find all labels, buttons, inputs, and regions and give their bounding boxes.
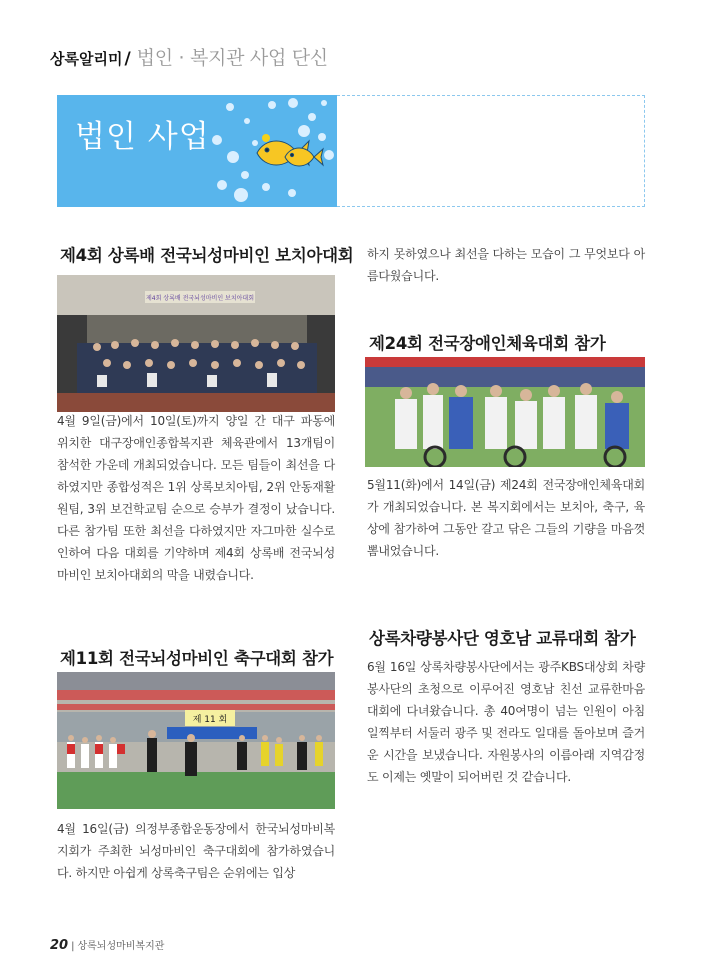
article-body-sports-festival: 5월11(화)에서 14일(금) 제24회 전국장애인체육대회가 개최되었습니다. 본 복지회에서는 보치아, 축구, 육상에 참가하여 그동안 갈고 닦은 그들의 기량을 마음껏 뽐내었습니다.	[367, 478, 645, 558]
article-title-sports-festival: 제24회 전국장애인체육대회 참가	[369, 334, 606, 353]
footer-org-name: 상록뇌성마비복지관	[77, 941, 165, 952]
page-footer	[50, 934, 164, 953]
fish-bubbles-illustration	[57, 95, 337, 207]
photo-sports-team	[365, 357, 645, 467]
banner-dashed-frame	[337, 95, 645, 207]
footer-separator: |	[71, 941, 75, 952]
page-header	[50, 43, 650, 73]
article-body-soccer: 4월 16일(금) 의정부종합운동장에서 한국뇌성마비복지회가 주최한 뇌성마비인 축구대회에 참가하였습니다. 하지만 아쉽게 상록축구팀은 순위에는 입상	[57, 822, 335, 880]
article-body-boccia: 4월 9일(금)에서 10일(토)까지 양일 간 대구 파동에 위치한 대구장애인종합복지관 체육관에서 13개팀이 참석한 가운데 개최되었습니다. 모든 팀들이 최선을 다하였지만 종합성적은 1위 상록보치아팀, 2위 안동재활원팀, 3위 보건학교팀 순으로 승부가 결정이 났습니다. 다른 참가팀 또한 최선을 다하였지만 자그마한 실수로 인하여 다음 대회를 기약하며 제4회 상록배 전국뇌성마비인 보치아대회의 막을 내렸습니다.	[57, 414, 335, 582]
section-title: 법인 · 복지관 사업 단신	[136, 47, 328, 69]
article-body-volunteer-exchange: 6월 16일 상록차량봉사단에서는 광주KBS대상회 차량봉사단의 초청으로 이루어진 영호남 친선 교류한마음 대회에 다녀왔습니다. 총 40여명이 넘는 인원이 아침 일찍부터 서둘러 광주 및 전라도 일대를 돌아보며 즐거운 시간을 보냈습니다. 자원봉사의 이름아래 지역감정도 이제는 옛말이 되어버린 것 같습니다.	[367, 660, 645, 784]
article-title-boccia: 제4회 상록배 전국뇌성마비인 보치아대회	[60, 246, 354, 265]
article-title-soccer: 제11회 전국뇌성마비인 축구대회 참가	[60, 649, 334, 668]
photo-soccer-parade	[57, 672, 335, 809]
brand-label: 상록알리미	[50, 50, 123, 68]
page-number: 20	[50, 938, 69, 953]
header-separator: /	[124, 49, 131, 69]
banner-title: 법인 사업	[75, 119, 210, 155]
photo-banner-text: 제4회 상록배 전국뇌성마비인 보치아대회	[145, 295, 255, 302]
article-title-volunteer-exchange: 상록차량봉사단 영호남 교류대회 참가	[369, 629, 636, 648]
article-body-soccer-continued: 하지 못하였으나 최선을 다하는 모습이 그 무엇보다 아름다웠습니다.	[367, 247, 645, 283]
photo-boccia-group	[57, 275, 335, 412]
photo-sign-text: 제 11 회	[192, 715, 228, 725]
fish-icon-small	[285, 148, 323, 166]
section-banner	[57, 95, 337, 207]
